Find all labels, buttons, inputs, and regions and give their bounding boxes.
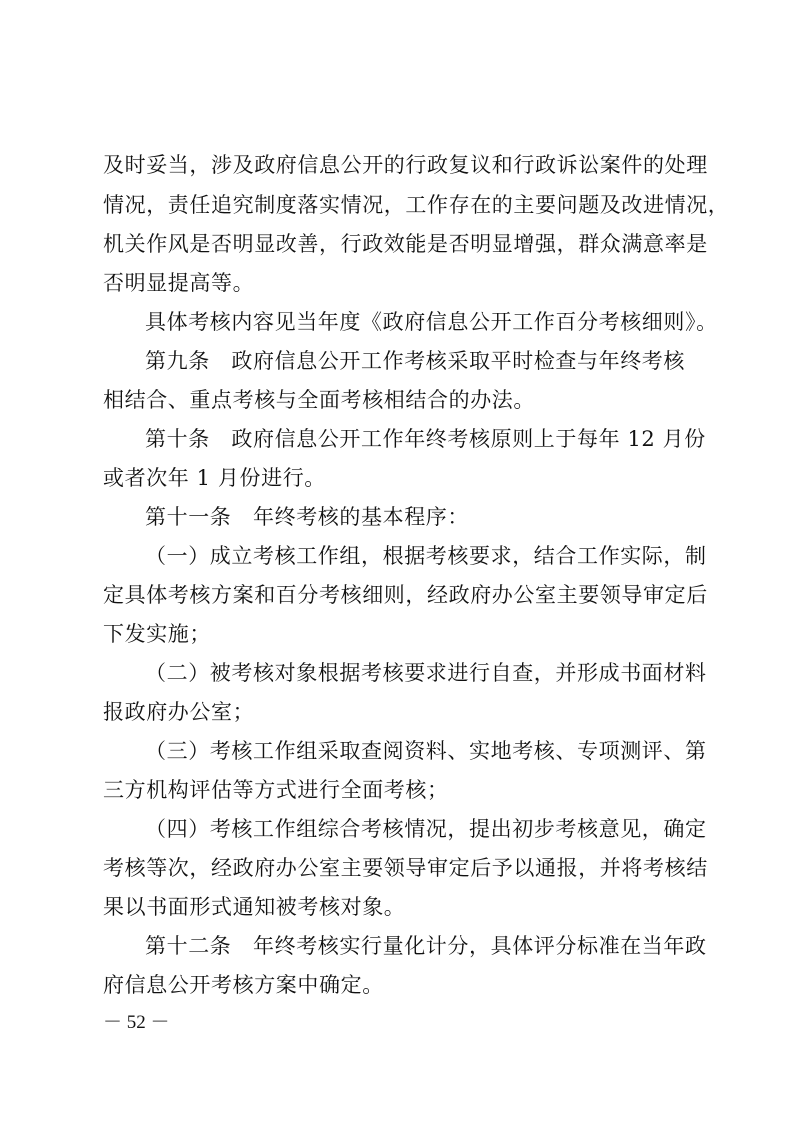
text-line: 报政府办公室； bbox=[103, 700, 255, 724]
text-line: 情况，责任追究制度落实情况，工作存在的主要问题及改进情况， bbox=[103, 193, 730, 217]
text-line: 或者次年 1 月份进行。 bbox=[103, 466, 326, 490]
text-line: 及时妥当，涉及政府信息公开的行政复议和行政诉讼案件的处理 bbox=[103, 153, 708, 177]
article-10-heading: 第十条 政府信息公开工作年终考核原则上于每年 12 月份 bbox=[145, 427, 706, 451]
text-line: 否明显提高等。 bbox=[103, 271, 255, 295]
article-9-heading: 第九条 政府信息公开工作考核采取平时检查与年终考核 bbox=[145, 349, 685, 373]
article-11-heading: 第十一条 年终考核的基本程序： bbox=[145, 505, 469, 529]
list-item-4: （四）考核工作组综合考核情况，提出初步考核意见，确定 bbox=[145, 817, 707, 841]
page-number: － 52 － bbox=[103, 1012, 170, 1033]
text-line: 机关作风是否明显改善，行政效能是否明显增强，群众满意率是 bbox=[103, 232, 708, 256]
list-item-3: （三）考核工作组采取查阅资料、实地考核、专项测评、第 bbox=[145, 739, 707, 763]
text-line: 相结合、重点考核与全面考核相结合的办法。 bbox=[103, 388, 535, 412]
text-line: 府信息公开考核方案中确定。 bbox=[103, 973, 384, 997]
list-item-2: （二）被考核对象根据考核要求进行自查，并形成书面材料 bbox=[145, 661, 707, 685]
text-line: 三方机构评估等方式进行全面考核； bbox=[103, 778, 449, 802]
list-item-1: （一）成立考核工作组，根据考核要求，结合工作实际，制 bbox=[145, 544, 707, 568]
text-line: 考核等次，经政府办公室主要领导审定后予以通报，并将考核结 bbox=[103, 856, 708, 880]
article-12-heading: 第十二条 年终考核实行量化计分，具体评分标准在当年政 bbox=[145, 934, 707, 958]
text-line: 下发实施； bbox=[103, 622, 211, 646]
text-line: 果以书面形式通知被考核对象。 bbox=[103, 895, 406, 919]
text-line: 定具体考核方案和百分考核细则，经政府办公室主要领导审定后 bbox=[103, 583, 708, 607]
text-line: 具体考核内容见当年度《政府信息公开工作百分考核细则》。 bbox=[145, 310, 718, 334]
